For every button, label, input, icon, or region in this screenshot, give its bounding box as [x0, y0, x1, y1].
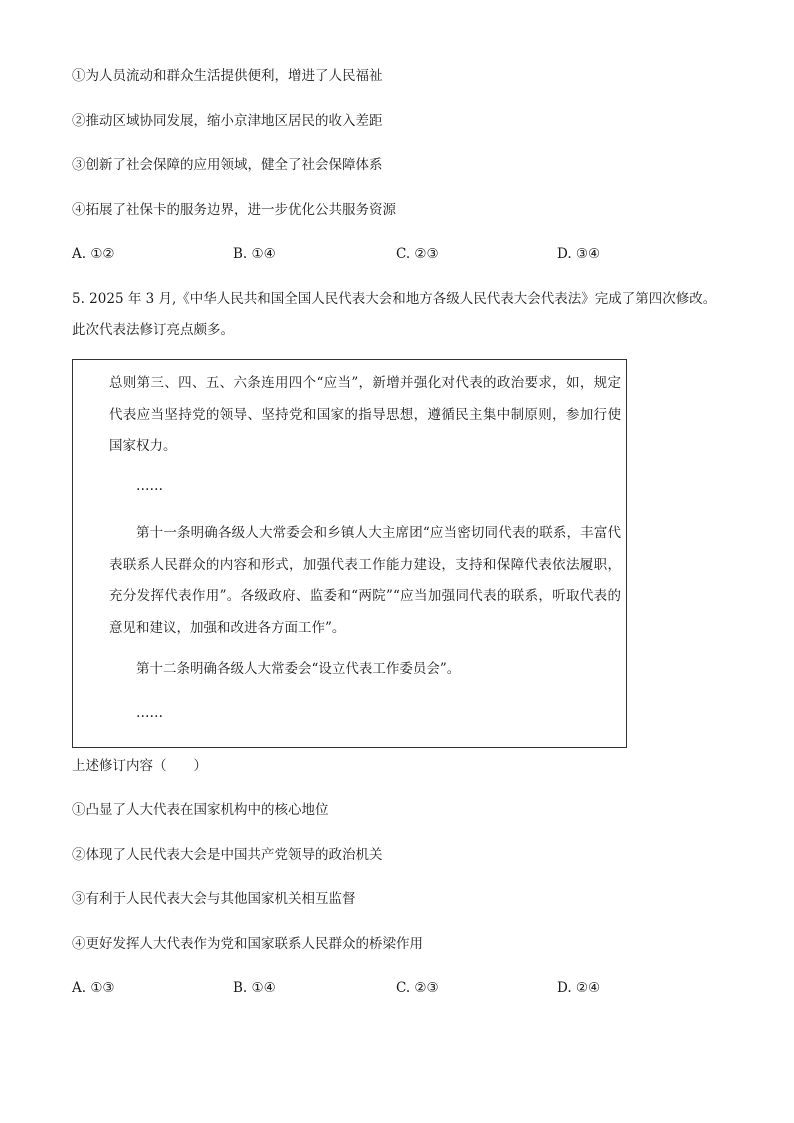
q5-item-3: ③有利于人民代表大会与其他国家机关相互监督 [72, 891, 356, 907]
q4-item-1: ①为人员流动和群众生活提供便利，增进了人民福祉 [72, 68, 383, 84]
material-paragraph-3: 第十二条明确各级人大常委会“设立代表工作委员会”。 [136, 661, 461, 677]
q5-option-a: A. ①③ [72, 980, 115, 996]
q4-item-4: ④拓展了社保卡的服务边界，进一步优化公共服务资源 [72, 202, 396, 218]
q4-option-b: B. ①④ [233, 246, 276, 262]
material-paragraph-1: 总则第三、四、五、六条连用四个“应当”，新增并强化对代表的政治要求，如，规定代表应当坚持党的领导、坚持党和国家的指导思想，遵循民主集中制原则，参加行使国家权力。 [109, 375, 621, 454]
q5-item-4: ④更好发挥人大代表作为党和国家联系人民群众的桥梁作用 [72, 936, 423, 952]
q5-stem-line-2: 此次代表法修订亮点颇多。 [72, 322, 234, 338]
q4-item-2: ②推动区域协同发展，缩小京津地区居民的收入差距 [72, 113, 383, 129]
q5-question: 上述修订内容（ ） [72, 758, 207, 774]
material-paragraph-2: 第十一条明确各级人大常委会和乡镇人大主席团“应当密切同代表的联系，丰富代表联系人民群众的内容和形式，加强代表工作能力建设，支持和保障代表依法履职，充分发挥代表作用”。各级政府、监委和“两院”“应当加强同代表的联系，听取代表的意见和建议，加强和改进各方面工作”。 [109, 525, 621, 636]
q4-item-3: ③创新了社会保障的应用领域，健全了社会保障体系 [72, 157, 383, 173]
q4-option-a: A. ①② [72, 246, 115, 262]
q4-option-c: C. ②③ [396, 246, 439, 262]
q5-option-b: B. ①④ [233, 980, 276, 996]
material-ellipsis-1: …… [136, 478, 163, 494]
q5-option-c: C. ②③ [396, 980, 439, 996]
q5-stem-line-1: 5. 2025 年 3 月,《中华人民共和国全国人民代表大会和地方各级人民代表大会代表法》完成了第四次修改。 [72, 291, 717, 307]
q4-option-d: D. ③④ [557, 246, 601, 262]
q5-item-1: ①凸显了人大代表在国家机构中的核心地位 [72, 802, 329, 818]
q5-item-2: ②体现了人民代表大会是中国共产党领导的政治机关 [72, 847, 383, 863]
material-box [72, 359, 627, 748]
material-ellipsis-2: …… [136, 705, 163, 721]
q5-option-d: D. ②④ [557, 980, 601, 996]
